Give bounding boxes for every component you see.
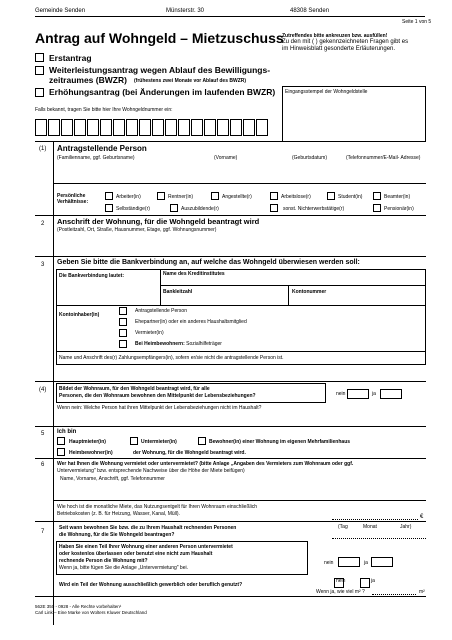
section2-number: 2 xyxy=(41,221,45,227)
section7-question-1: Seit wann bewohnen Sie bzw. die zu Ihrem Haushalt rechnenden Personen xyxy=(59,525,237,531)
payee-note[interactable]: Name und Anschrift des(r) Zahlungsempfängers(in), sofern er/sie nicht die antragstellende Person ist. xyxy=(59,355,284,361)
section2-title: Anschrift der Wohnung, für die Wohngeld beantragt wird xyxy=(57,217,260,226)
checkbox-retired-official[interactable] xyxy=(373,204,381,212)
field-birth-date[interactable]: (Geburtsdatum) xyxy=(292,155,328,161)
section2-top-rule xyxy=(35,215,426,216)
housing-number-digit-1[interactable] xyxy=(35,119,47,136)
housing-number-digit-3[interactable] xyxy=(61,119,73,136)
rent-question-1: Wie hoch ist die monatliche Miete, das Nutzungsentgelt für Ihren Wohnraum einschließlich xyxy=(57,504,258,510)
checkbox-trainee[interactable] xyxy=(170,204,178,212)
section7-top-rule xyxy=(35,521,426,522)
move-in-date-field[interactable] xyxy=(332,538,426,539)
section4-no-label: nein xyxy=(336,391,346,397)
bank-institute-field[interactable]: Name des Kreditinstitutes xyxy=(163,271,225,277)
rent-currency: € xyxy=(420,514,424,520)
checkbox-non-employed[interactable] xyxy=(270,204,278,212)
footer-code: 562E 350 - 0928 - Alle Rechte vorbehalten¹ xyxy=(35,604,122,609)
section3-number: 3 xyxy=(41,262,45,268)
holder-welfare-rest: Sozialhilfeträger xyxy=(186,341,222,347)
increase-application-checkbox[interactable] xyxy=(35,88,44,97)
housing-number-digit-13[interactable] xyxy=(191,119,203,136)
housing-number-digit-7[interactable] xyxy=(113,119,125,136)
instruction-line3: im Hinweisblatt gesonderte Erläuterungen. xyxy=(282,46,396,52)
sublet-question-2: oder kostenlos überlassen oder benutzt eine nicht zum Haushalt xyxy=(59,551,213,557)
first-application-label: Erstantrag xyxy=(49,53,92,63)
date-year-label: Jahr) xyxy=(400,524,412,530)
holder-applicant-label: Antragstellende Person xyxy=(135,308,187,314)
account-number-field[interactable]: Kontonummer xyxy=(292,289,327,295)
label-civil-servant: Beamter(in) xyxy=(384,194,411,200)
sublet-no-label: nein xyxy=(324,560,334,566)
housing-number-digit-16[interactable] xyxy=(230,119,242,136)
subtenant-label: Untermieter(in) xyxy=(141,439,177,445)
sublet-no-box[interactable] xyxy=(338,557,360,567)
section1-divider xyxy=(53,183,426,184)
page-title: Antrag auf Wohngeld – Mietzuschuss xyxy=(35,30,284,46)
holder-welfare-label xyxy=(135,341,222,347)
header-street: Münsterstr. 30 xyxy=(166,8,205,14)
first-application-checkbox[interactable] xyxy=(35,53,44,62)
housing-number-digit-4[interactable] xyxy=(74,119,86,136)
bank-code-field[interactable]: Bankleitzahl xyxy=(163,289,193,295)
holder-landlord-checkbox[interactable] xyxy=(119,329,127,337)
housing-number-digit-12[interactable] xyxy=(178,119,190,136)
label-trainee: Auszubildende(r) xyxy=(181,206,219,212)
holder-label: Kontoinhaber(in) xyxy=(59,312,100,318)
section1-top-rule xyxy=(35,141,426,142)
bank-label: Die Bankverbindung lautet: xyxy=(59,273,125,279)
section6-question-1: Wer hat Ihnen die Wohnung vermietet oder untervermietet? (bitte Anlage „Angaben des Vermieters zum Wohnraum oder ggf. xyxy=(57,461,354,467)
instruction-line2: Zu den mit ( ) gekennzeichneten Fragen gibt es xyxy=(282,39,409,45)
business-size-unit: m² xyxy=(419,589,425,595)
rent-amount-field[interactable] xyxy=(332,519,418,520)
header-rule xyxy=(35,16,425,17)
further-application-label-1: Weiterleistungsantrag wegen Ablauf des Bewilligungs- xyxy=(49,65,271,75)
business-yes-box[interactable] xyxy=(360,578,370,588)
further-application-checkbox[interactable] xyxy=(35,66,44,75)
housing-number-digit-8[interactable] xyxy=(126,119,138,136)
section4-top-rule xyxy=(35,381,426,382)
holder-partner-checkbox[interactable] xyxy=(119,318,127,326)
section4-number: (4) xyxy=(39,387,47,393)
sublet-yes-label: ja xyxy=(364,560,368,566)
sublet-question-3: rechnende Person die Wohnung mit? xyxy=(59,558,148,564)
label-employee: Angestellte(r) xyxy=(222,194,252,200)
account-column-rule xyxy=(288,285,289,305)
checkbox-student[interactable] xyxy=(327,192,335,200)
section2-subtitle[interactable]: (Postleitzahl, Ort, Straße, Hausnummer, Etage, ggf. Wohnungsnummer) xyxy=(57,227,217,233)
label-non-employed: sonst. Nichterwerbstätige(r) xyxy=(283,206,345,212)
label-unemployed: Arbeitslose(r) xyxy=(281,194,311,200)
main-tenant-checkbox[interactable] xyxy=(57,437,65,445)
holder-partner-label: Ehepartner(in) oder ein anderes Haushaltsmitglied xyxy=(135,319,247,325)
section4-yes-box[interactable] xyxy=(380,389,402,399)
rent-top-rule xyxy=(53,500,426,501)
section5-top-rule xyxy=(35,426,426,427)
section4-question-2: Personen, die den Wohnraum bewohnen den Mittelpunkt der Lebensbeziehungen? xyxy=(59,393,256,399)
home-resident-rest: der Wohnung, für die Wohngeld beantragt wird. xyxy=(133,450,246,456)
business-no-box[interactable] xyxy=(334,578,344,588)
section7-number: 7 xyxy=(41,529,45,535)
bank-row-rule xyxy=(160,285,426,286)
section6-number: 6 xyxy=(41,462,45,468)
page-info: Seite 1 von 5 xyxy=(402,19,432,25)
section7-question-2: die Wohnung, für die Sie Wohngeld beantragen? xyxy=(59,532,175,538)
main-tenant-label: Hauptmieter(in) xyxy=(69,439,106,445)
housing-number-digit-9[interactable] xyxy=(139,119,151,136)
holder-applicant-checkbox[interactable] xyxy=(119,307,127,315)
date-month-label: Monat xyxy=(363,524,377,530)
section4-question-1: Bildet der Wohnraum, für den Wohngeld beantragt wird, für alle xyxy=(59,386,210,392)
section3-top-rule xyxy=(35,256,426,257)
checkbox-unemployed[interactable] xyxy=(270,192,278,200)
section4-followup[interactable]: Wenn nein: Welche Person hat ihren Mittelpunkt der Lebensbeziehungen nicht im Haushalt? xyxy=(57,405,262,411)
header-postal-city: 48308 Senden xyxy=(290,8,330,14)
subtenant-checkbox[interactable] xyxy=(130,437,138,445)
housing-number-label: Falls bekannt, tragen Sie bitte hier Ihre Wohngeldnummer ein: xyxy=(35,107,173,113)
bank-column-rule xyxy=(160,269,161,305)
header-municipality: Gemeinde Senden xyxy=(35,8,86,14)
holder-welfare-checkbox[interactable] xyxy=(119,340,127,348)
checkbox-civil-servant[interactable] xyxy=(373,192,381,200)
label-retired-official: Pensionär(in) xyxy=(384,206,414,212)
housing-number-digit-11[interactable] xyxy=(165,119,177,136)
sublet-question-4: Wenn ja, bitte fügen Sie die Anlage „Untervermietung" bei. xyxy=(59,565,188,571)
increase-application-label: Erhöhungsantrag (bei Änderungen im laufenden BWZR) xyxy=(49,87,276,97)
housing-number-digit-6[interactable] xyxy=(100,119,112,136)
owner-resident-label: Bewohner(in) einer Wohnung im eigenen Mehrfamilienhaus xyxy=(209,439,351,445)
business-size-question: Wenn ja, wie viel m² ? xyxy=(316,589,365,595)
holder-top-rule xyxy=(56,305,426,306)
sublet-question-1: Haben Sie einen Teil Ihrer Wohnung einer anderen Person untervermietet xyxy=(59,544,233,550)
section3-title: Geben Sie bitte die Bankverbindung an, auf welche das Wohngeld überwiesen werden soll: xyxy=(57,259,360,266)
housing-number-digit-17[interactable] xyxy=(243,119,255,136)
label-worker: Arbeiter(in) xyxy=(116,194,141,200)
form-bottom-rule xyxy=(35,596,426,597)
stamp-label: Eingangsstempel der Wohngeldstelle xyxy=(285,89,368,95)
further-application-label-2: zeitraumes (BWZR) xyxy=(49,75,127,85)
further-application-note: (frühestens zwei Monate vor Ablauf des BWZR) xyxy=(134,78,247,84)
holder-welfare-bold: Bei Heimbewohnern: xyxy=(135,341,185,347)
housing-number-digit-5[interactable] xyxy=(87,119,99,136)
label-student: Student(in) xyxy=(338,194,363,200)
field-family-name[interactable]: (Familienname, ggf. Geburtsname) xyxy=(57,155,135,161)
housing-number-digit-2[interactable] xyxy=(48,119,60,136)
business-yes-label: ja xyxy=(371,578,375,584)
checkbox-employee[interactable] xyxy=(211,192,219,200)
footer-publisher: Carl Link – Eine Marke von Wolters Kluwer Deutschland xyxy=(35,610,147,615)
home-resident-checkbox[interactable] xyxy=(57,448,65,456)
section5-number: 5 xyxy=(41,431,45,437)
checkbox-worker[interactable] xyxy=(105,192,113,200)
personal-label-2: Verhältnisse: xyxy=(57,199,89,205)
housing-number-digit-10[interactable] xyxy=(152,119,164,136)
label-self-employed: Selbständige(r) xyxy=(116,206,150,212)
section1-number: (1) xyxy=(39,146,47,152)
section1-title: Antragstellende Person xyxy=(57,144,147,153)
housing-number-digit-14[interactable] xyxy=(204,119,216,136)
holder-landlord-label: Vermieter(in) xyxy=(135,330,164,336)
checkbox-pensioner[interactable] xyxy=(157,192,165,200)
section6-question-2: Untervermietung" bzw. entsprechende Nachweise über die Höhe der Miete beifügen) xyxy=(57,468,245,474)
payee-top-rule xyxy=(56,351,426,352)
housing-number-digit-18[interactable] xyxy=(256,119,268,136)
rent-question-2: Betriebskosten (z. B. für Heizung, Wasser, Kanal, Müll). xyxy=(57,511,180,517)
section5-title: Ich bin xyxy=(57,429,77,435)
housing-number-digit-15[interactable] xyxy=(217,119,229,136)
business-size-field[interactable] xyxy=(372,594,416,595)
date-day-label: (Tag xyxy=(338,524,348,530)
number-column-rule xyxy=(53,141,54,625)
instruction-line1: Zutreffendes bitte ankreuzen bzw. ausfüllen! xyxy=(282,33,388,39)
section6-top-rule xyxy=(35,458,426,459)
field-first-name[interactable]: (Vorname) xyxy=(214,155,238,161)
business-no-label: nein xyxy=(336,578,346,584)
sublet-yes-box[interactable] xyxy=(371,557,393,567)
home-resident-label: Heimbewohner(in) xyxy=(69,450,113,456)
field-phone-email[interactable]: (Telefonnummer/E-Mail- Adresse) xyxy=(346,155,421,161)
landlord-field[interactable]: Name, Vorname, Anschrift, ggf. Telefonnummer xyxy=(60,476,165,482)
section4-no-box[interactable] xyxy=(347,389,369,399)
checkbox-self-employed[interactable] xyxy=(105,204,113,212)
label-pensioner: Rentner(in) xyxy=(168,194,194,200)
owner-resident-checkbox[interactable] xyxy=(198,437,206,445)
business-question: Wird ein Teil der Wohnung ausschließlich gewerblich oder beruflich genutzt? xyxy=(59,582,243,588)
section4-yes-label: ja xyxy=(372,391,376,397)
personal-label-1: Persönliche xyxy=(57,193,86,199)
